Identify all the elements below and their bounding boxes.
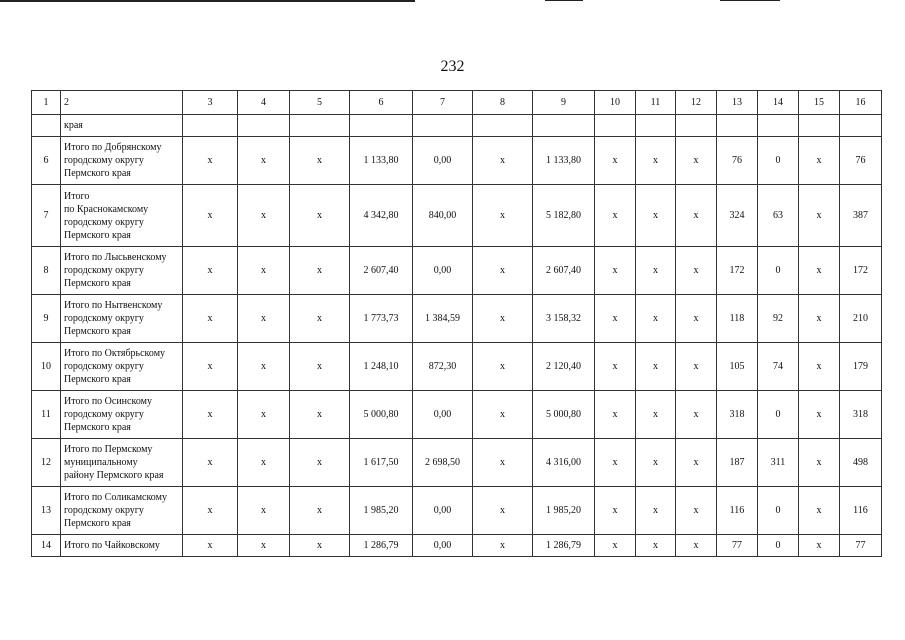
table-cell: x (238, 137, 290, 185)
table-cell: x (676, 487, 717, 535)
table-cell: 77 (840, 535, 882, 557)
table-cell: x (676, 391, 717, 439)
table-cell: 118 (717, 295, 758, 343)
table-cell: x (799, 343, 840, 391)
table-row (32, 185, 882, 247)
table-cell: 7 (32, 185, 61, 247)
table-cell: 6 (350, 91, 413, 115)
page-number: 232 (440, 58, 465, 75)
table-cell: 179 (840, 343, 882, 391)
table-cell: x (799, 487, 840, 535)
table-cell: x (799, 535, 840, 557)
table-cell: x (799, 295, 840, 343)
table-cell: x (636, 247, 676, 295)
table-cell: 872,30 (413, 343, 473, 391)
table-cell: 1 286,79 (533, 535, 595, 557)
table-cell: 16 (840, 91, 882, 115)
table-header-row (32, 91, 882, 115)
table-cell: x (183, 439, 238, 487)
table-cell: x (290, 185, 350, 247)
table-row (32, 137, 882, 185)
table-cell: x (238, 391, 290, 439)
table-cell: x (473, 185, 533, 247)
table-cell (799, 115, 840, 137)
table-cell-name: Итого по Добрянскому городскому округу Пермского края (61, 137, 183, 185)
table-cell: x (799, 137, 840, 185)
table-cell: x (183, 343, 238, 391)
table-cell: x (595, 391, 636, 439)
table-cell: x (676, 295, 717, 343)
table-cell: 74 (758, 343, 799, 391)
table-cell: x (799, 247, 840, 295)
table-cell: x (676, 247, 717, 295)
table-cell: 11 (636, 91, 676, 115)
table-cell: x (636, 391, 676, 439)
table-cell: 12 (676, 91, 717, 115)
table-cell: 311 (758, 439, 799, 487)
table-cell: x (238, 295, 290, 343)
table-cell-name: Итого по Пермскому муниципальному району Пермского края (61, 439, 183, 487)
table-cell: 13 (32, 487, 61, 535)
table-cell: 1 773,73 (350, 295, 413, 343)
table-cell: 1 133,80 (350, 137, 413, 185)
table-cell: 0,00 (413, 391, 473, 439)
table-cell: x (290, 391, 350, 439)
table-cell: 63 (758, 185, 799, 247)
table-cell: 0 (758, 247, 799, 295)
table-cell: x (636, 439, 676, 487)
table-cell: 92 (758, 295, 799, 343)
table-cell: x (473, 343, 533, 391)
table-cell: 1 985,20 (533, 487, 595, 535)
table-row (32, 247, 882, 295)
table-cell: x (473, 391, 533, 439)
table-cell: x (799, 439, 840, 487)
table-cell: 2 120,40 (533, 343, 595, 391)
scan-edge-line-right (545, 0, 583, 1)
table-cell: 0,00 (413, 247, 473, 295)
table-cell: 4 316,00 (533, 439, 595, 487)
table-cell: x (238, 439, 290, 487)
table-cell: 0,00 (413, 137, 473, 185)
table-cell: 15 (799, 91, 840, 115)
table-cell (183, 115, 238, 137)
table-cell-name: Итого по Краснокамскому городскому округу Пермского края (61, 185, 183, 247)
table-cell: x (473, 295, 533, 343)
table-row (32, 391, 882, 439)
table-cell: 5 000,80 (533, 391, 595, 439)
table-cell (533, 115, 595, 137)
table-cell: 840,00 (413, 185, 473, 247)
table-row (32, 343, 882, 391)
table-cell-name: Итого по Лысьвенскому городскому округу Пермского края (61, 247, 183, 295)
table-cell: 1 248,10 (350, 343, 413, 391)
table-cell: x (183, 295, 238, 343)
table-cell: x (595, 439, 636, 487)
table-cell: 4 (238, 91, 290, 115)
table-cell: 324 (717, 185, 758, 247)
table-cell: 172 (840, 247, 882, 295)
table-cell: 210 (840, 295, 882, 343)
table-cell: x (676, 343, 717, 391)
table-cell: 1 (32, 91, 61, 115)
table-cell: 0,00 (413, 487, 473, 535)
table-cell: 5 (290, 91, 350, 115)
table-cell: 318 (840, 391, 882, 439)
table-cell: 318 (717, 391, 758, 439)
table-cell: x (290, 295, 350, 343)
table-cell (595, 115, 636, 137)
table-cell: 116 (840, 487, 882, 535)
table-cell: 1 617,50 (350, 439, 413, 487)
table-cell: 11 (32, 391, 61, 439)
scan-edge-line-far-right (720, 0, 780, 1)
table-cell: x (636, 343, 676, 391)
table-cell: 77 (717, 535, 758, 557)
table-cell: 187 (717, 439, 758, 487)
table-cell (676, 115, 717, 137)
table-cell: x (238, 343, 290, 391)
table-cell: x (183, 247, 238, 295)
report-table (31, 90, 882, 557)
table-cell: 498 (840, 439, 882, 487)
table-cell (350, 115, 413, 137)
table-cell: x (595, 535, 636, 557)
table-cell: 116 (717, 487, 758, 535)
table-cell: x (676, 535, 717, 557)
table-cell: x (238, 247, 290, 295)
table-cell: x (595, 137, 636, 185)
table-cell: x (290, 439, 350, 487)
table-cell: x (238, 487, 290, 535)
table-cell: 10 (595, 91, 636, 115)
table-cell: 0 (758, 137, 799, 185)
table-cell: 9 (32, 295, 61, 343)
table-cell: 1 133,80 (533, 137, 595, 185)
table-cell (238, 115, 290, 137)
table-row (32, 439, 882, 487)
table-cell: 8 (32, 247, 61, 295)
table-cell: x (183, 391, 238, 439)
table-cell: 2 607,40 (533, 247, 595, 295)
table-cell: x (636, 185, 676, 247)
table-cell: 5 182,80 (533, 185, 595, 247)
table-row-continuation (32, 115, 882, 137)
table-cell: x (636, 137, 676, 185)
table-cell-name: Итого по Осинскому городскому округу Пермского края (61, 391, 183, 439)
table-cell: 7 (413, 91, 473, 115)
table-cell: x (238, 535, 290, 557)
table-cell: 76 (717, 137, 758, 185)
table-cell: x (595, 185, 636, 247)
table-cell (290, 115, 350, 137)
table-cell: x (676, 439, 717, 487)
table-cell: x (238, 185, 290, 247)
table-cell: x (473, 535, 533, 557)
table-cell: 2 607,40 (350, 247, 413, 295)
table-cell (413, 115, 473, 137)
table-cell: 12 (32, 439, 61, 487)
table-cell: x (183, 185, 238, 247)
table-cell: 8 (473, 91, 533, 115)
table-cell (840, 115, 882, 137)
table-cell: 9 (533, 91, 595, 115)
table-cell: 0 (758, 487, 799, 535)
table-cell: x (676, 137, 717, 185)
table-cell: x (595, 343, 636, 391)
table-row (32, 295, 882, 343)
table-cell: 3 158,32 (533, 295, 595, 343)
table-cell: 105 (717, 343, 758, 391)
table-cell: x (290, 137, 350, 185)
table-cell: 172 (717, 247, 758, 295)
table-cell: 14 (758, 91, 799, 115)
table-cell: 14 (32, 535, 61, 557)
table-cell: 387 (840, 185, 882, 247)
table-cell: x (636, 535, 676, 557)
table-cell: x (595, 295, 636, 343)
table-cell: 0,00 (413, 535, 473, 557)
table-cell: x (636, 295, 676, 343)
table-cell: x (676, 185, 717, 247)
table-cell: 1 286,79 (350, 535, 413, 557)
table-cell: 0 (758, 391, 799, 439)
table-cell: x (595, 487, 636, 535)
table-cell: x (595, 247, 636, 295)
table-cell: x (290, 487, 350, 535)
table-cell-name: Итого по Нытвенскому городскому округу Пермского края (61, 295, 183, 343)
table-cell-name: 2 (61, 91, 183, 115)
table-cell: x (799, 391, 840, 439)
table-cell: 1 384,59 (413, 295, 473, 343)
scan-edge-line-left (0, 0, 415, 2)
table-row (32, 487, 882, 535)
table-cell: x (799, 185, 840, 247)
table-cell: 3 (183, 91, 238, 115)
table-cell: x (183, 487, 238, 535)
table-cell-name: Итого по Чайковскому (61, 535, 183, 557)
table-cell: x (636, 487, 676, 535)
table-cell (717, 115, 758, 137)
table-cell-name: Итого по Соликамскому городскому округу Пермского края (61, 487, 183, 535)
table-cell: x (183, 137, 238, 185)
table-cell: x (473, 247, 533, 295)
table-cell-name: края (61, 115, 183, 137)
table-cell: 5 000,80 (350, 391, 413, 439)
table-cell (32, 115, 61, 137)
table-cell: 1 985,20 (350, 487, 413, 535)
table-cell: x (290, 247, 350, 295)
table-cell: 13 (717, 91, 758, 115)
table-cell: 76 (840, 137, 882, 185)
table-cell-name: Итого по Октябрьскому городскому округу Пермского края (61, 343, 183, 391)
table-cell (758, 115, 799, 137)
table-row (32, 535, 882, 557)
table-cell (636, 115, 676, 137)
table-cell: 0 (758, 535, 799, 557)
table-cell: x (290, 535, 350, 557)
table-cell: 6 (32, 137, 61, 185)
table-cell: x (183, 535, 238, 557)
table-cell: x (473, 487, 533, 535)
table-cell: x (290, 343, 350, 391)
table-cell: 2 698,50 (413, 439, 473, 487)
table-cell: 10 (32, 343, 61, 391)
table-cell: x (473, 439, 533, 487)
table-cell: 4 342,80 (350, 185, 413, 247)
table-cell: x (473, 137, 533, 185)
table-cell (473, 115, 533, 137)
